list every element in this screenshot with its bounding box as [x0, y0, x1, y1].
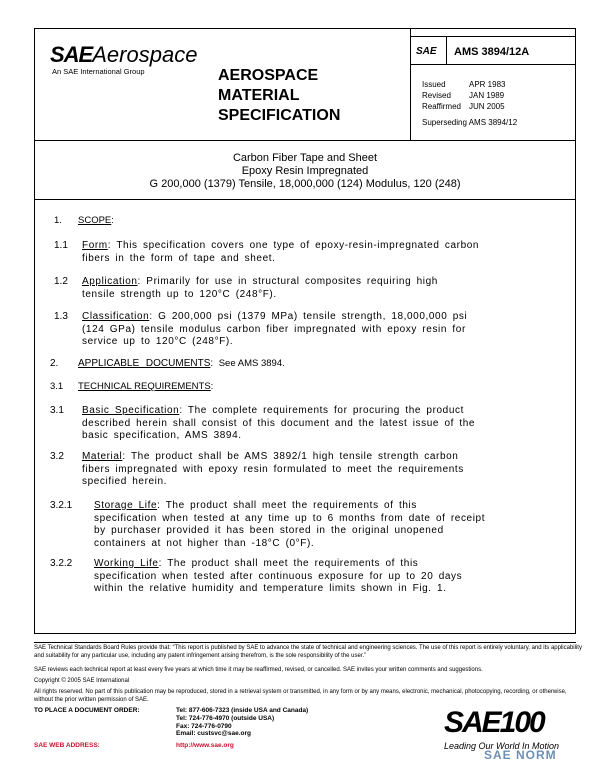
document-type-title: AEROSPACE MATERIAL SPECIFICATION [218, 67, 341, 124]
sae-small-logo: SAE [416, 46, 437, 57]
docnum-divider [446, 36, 447, 64]
section-3-2-1-text: Storage Life: The product shall meet the requirements of this specification when tested at any time up to 6 months from date of receipt by purchaser provided it has been stored in the original unopened containers at not higher than -18°C (0°F). [94, 500, 486, 549]
section-3-2-2-number: 3.2.2 [50, 558, 73, 569]
section-3-2-number: 3.2 [50, 451, 64, 462]
web-address-link[interactable]: http://www.sae.org [176, 742, 234, 749]
section-3-2-1-number: 3.2.1 [50, 500, 73, 511]
section-1-3-number: 1.3 [54, 311, 68, 322]
reaffirmed-row: Reaffirmed JUN 2005 [422, 102, 505, 111]
order-label: TO PLACE A DOCUMENT ORDER: [34, 707, 140, 714]
document-number: AMS 3894/12A [454, 46, 530, 58]
footer-divider [34, 642, 576, 643]
web-address-label: SAE WEB ADDRESS: [34, 742, 100, 749]
logo-tagline: Leading Our World In Motion [444, 741, 560, 751]
section-1-3-text: Classification: G 200,000 psi (1379 MPa) tensile strength, 18,000,000 psi (124 GPa) tensile modulus carbon fiber impregnated with epoxy resin for service up to 120°C (248°F). [82, 311, 468, 347]
section-3-1-number: 3.1 [50, 405, 64, 416]
section-3-title: TECHNICAL REQUIREMENTS: [78, 381, 214, 392]
docnum-box-top [410, 36, 576, 37]
footer-review-notice: SAE reviews each technical report at least every five years at which time it may be reaffirmed, revised, or cancelled. SAE invites your written comments and suggestions. [34, 667, 483, 673]
section-1-title: SCOPE: [78, 215, 114, 226]
order-contacts: Tel: 877-606-7323 (inside USA and Canada) Tel: 724-776-4970 (outside USA) Fax: 724-776-0790 Email: custsvc@sae.org [176, 707, 309, 738]
section-2-number: 2. [50, 358, 59, 369]
section-2-title: APPLICABLE DOCUMENTS: See AMS 3894. [78, 358, 285, 369]
section-3-2-2-text: Working Life: The product shall meet the requirements of this specification when tested after continuous exposure for up to 20 days within the relative humidity and temperature limits shown in Fig. 1. [94, 558, 463, 594]
section-3-number: 3.1 [50, 381, 64, 392]
header-divider [34, 140, 576, 141]
section-1-2-number: 1.2 [54, 276, 68, 287]
section-3-1-text: Basic Specification: The complete requirements for procuring the product described herein shall consist of this document and the latest issue of the basic specification, AMS 3894. [82, 405, 476, 441]
superseding-note: Superseding AMS 3894/12 [422, 118, 518, 127]
footer-copyright: Copyright © 2005 SAE International [34, 678, 130, 684]
footer-rights-notice: All rights reserved. No part of this publication may be reproduced, stored in a retrieval system or transmitted, in any form or by any means, electronic, mechanical, photocopying, recording, or otherwise, without the prior written permission of SAE. [34, 689, 567, 703]
section-3-2-text: Material: The product shall be AMS 3892/1 high tensile strength carbon fibers impregnated with epoxy resin formulated to meet the requirements specified herein. [82, 451, 464, 487]
sae-norm-watermark: SAE NORM [484, 748, 557, 762]
subject-divider [34, 199, 576, 200]
section-1-2-text: Application: Primarily for use in structural composites requiring high tensile strength up to 120°C (248°F). [82, 276, 438, 300]
docnum-box-left [410, 36, 411, 64]
sae-aerospace-logo: SAEAerospace An SAE International Group [50, 42, 198, 76]
sae-100-logo: SAE100 [444, 706, 544, 739]
section-1-1-number: 1.1 [54, 240, 68, 251]
logo-subtitle: An SAE International Group [52, 67, 145, 76]
subject-line-2: Epoxy Resin Impregnated [241, 165, 369, 177]
revised-row: Revised JAN 1989 [422, 91, 505, 100]
subject-line-3: G 200,000 (1379) Tensile, 18,000,000 (124) Modulus, 120 (248) [149, 178, 461, 190]
footer-rules-notice: SAE Technical Standards Board Rules provide that: “This report is published by SAE to advance the state of technical and engineering sciences. The use of this report is entirely voluntary, and its applicability and suitability for any particular use, including any patent infringement arising therefrom, is the sole responsibility of the user.” [34, 645, 582, 659]
section-1-1-text: Form: This specification covers one type of epoxy-resin-impregnated carbon fibers in the form of tape and sheet. [82, 240, 480, 264]
issued-row: Issued APR 1983 [422, 80, 506, 89]
subject-line-1: Carbon Fiber Tape and Sheet [232, 152, 378, 164]
section-1-number: 1. [54, 215, 62, 226]
docnum-box-bottom [410, 64, 576, 65]
